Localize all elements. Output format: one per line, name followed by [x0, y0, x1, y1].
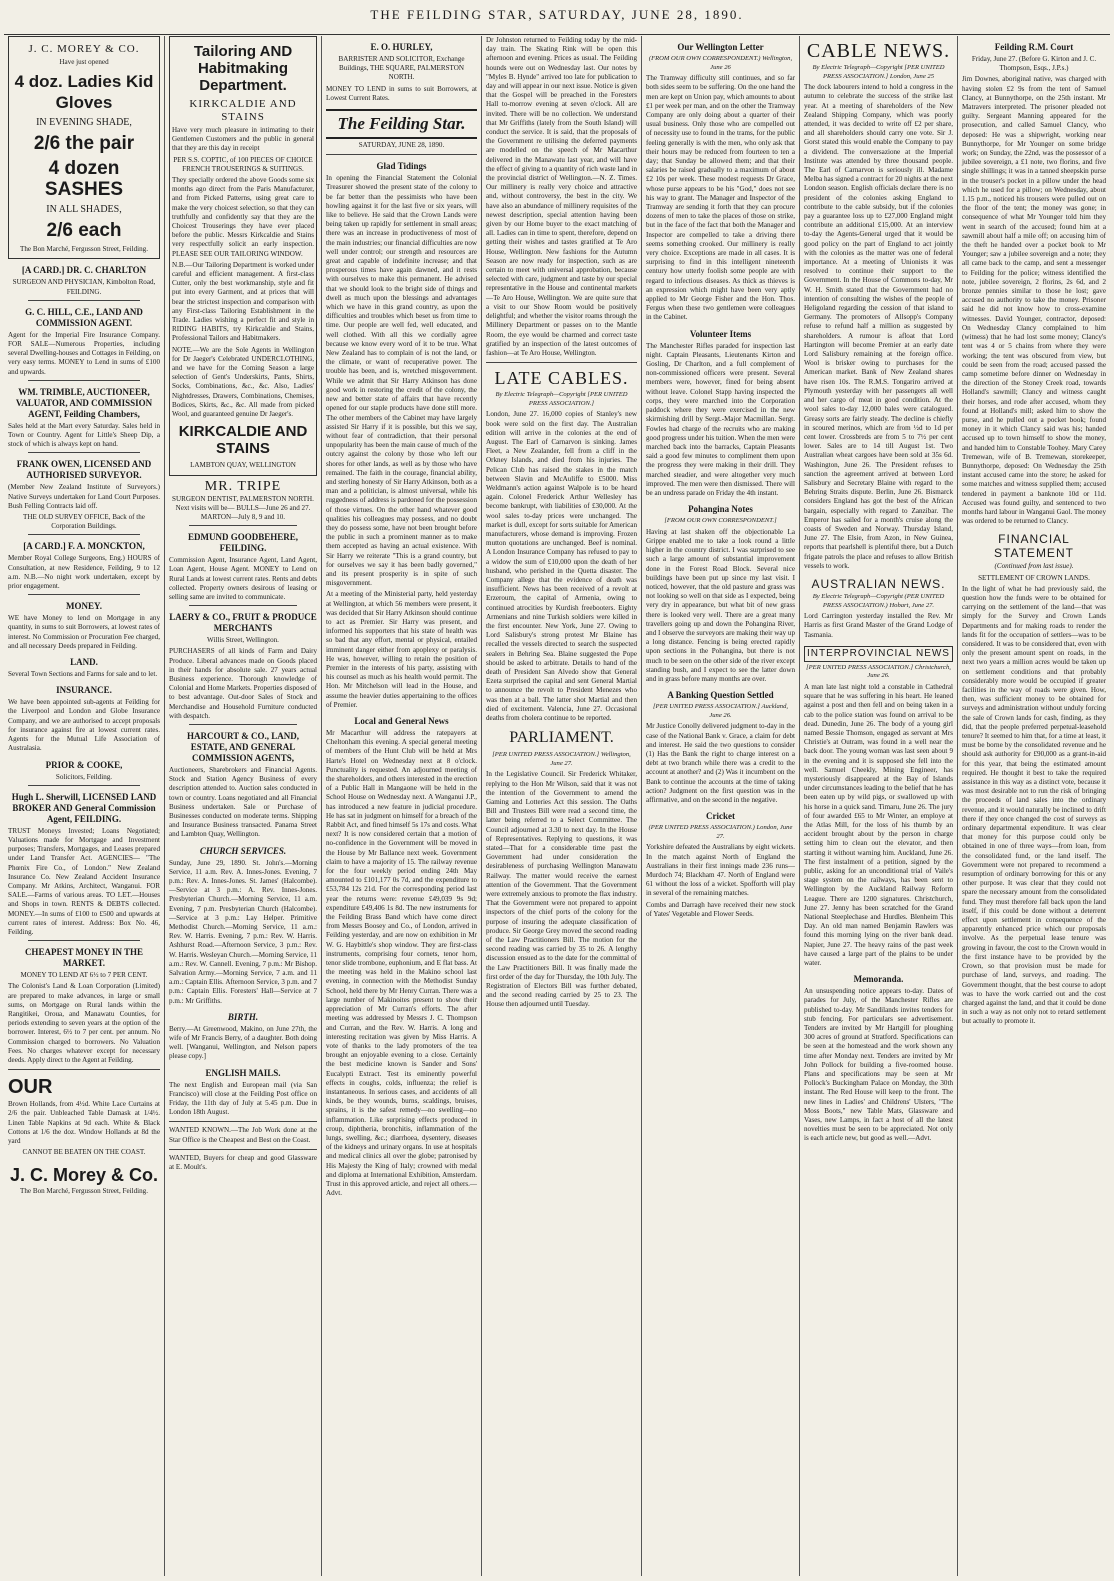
morey-tail-address: The Bon Marché, Fergusson Street, Feilding.: [20, 1187, 148, 1196]
financial-statement-sub-2: SETTLEMENT OF CROWN LANDS.: [978, 573, 1090, 582]
kirkcaldie-ship: PER S.S. COPTIC, of 100 PIECES OF CHOICE FRENCH TROUSERINGS & SUITINGS.: [173, 155, 313, 173]
cricket-wire: (PER UNITED PRESS ASSOCIATION.) London, June 27.: [648, 824, 793, 840]
seeds-advert: Combs and Darragh have received their new stock of Yates' Vegetable and Flower Seeds.: [646, 900, 795, 918]
cable-news-heading: CABLE NEWS.: [806, 40, 951, 62]
sherwill-card: Hugh L. Sherwill, LICENSED LAND BROKER AND General Commission Agent, FEILDING.: [11, 791, 157, 824]
morey-name: J. C. MOREY & CO.: [28, 43, 140, 55]
late-cables-heading: LATE CABLES.: [494, 368, 629, 389]
interprovincial-wire: [PER UNITED PRESS ASSOCIATION.] Christchurch, June 26.: [806, 663, 951, 680]
hill-card: G. C. HILL, C.E., LAND AND COMMISSION AGENT.: [25, 306, 143, 328]
money-text: WE have Money to lend on Mortgage in any quantity, in sums to suit Borrowers, at lowest rates of interest. No Commission or Procuration Fee charged, and all necessary Deeds prepared in Feilding.: [8, 614, 160, 650]
kirkcaldie-address: LAMBTON QUAY, WELLINGTON: [190, 461, 296, 470]
hill-text: Agent for the Imperial Fire Insurance Company. FOR SALE—Numerous Properties, including several Dwelling-houses and Cottages in Feilding, on very easy terms. MONEY to Lend in sums of £100 and upwards.: [8, 330, 160, 376]
kirkcaldie-heading: Tailoring AND Habitmaking Department.: [193, 43, 293, 94]
sherwill-text: TRUST Moneys Invested; Loans Negotiated; Valuations made for Mortgage and Investment purposes; Transfers, Mortgages, and Leases prepared under Land Transfer Act. AGENCIES— "The Phœnix Fire Co., of London." New Zealand Insurance Co. New Zealand Accident Insurance Company. Mr Atkins, Architect, Wanganui. FOR SALE.—Farms of various areas. TO LET.—Houses and Shops in town. RENTS & DEBTS collected. MONEY.—In sums of £100 to £500 and upwards at current rates of interest. Address: Box No. 46, Feilding.: [8, 826, 160, 936]
morey-opened: Have just opened: [59, 58, 109, 66]
volunteer-text: The Manchester Rifles paraded for inspection last night. Captain Pleasants, Lieutenants Kirton and Gosling, Dr Charlton, and a full complement of non-commissioned officers were present. Several members were, however, fined for being absent without leave. Colonel Stapp having inspected the corps, they were marched into the Corporation paddock where they were exercised in the new skirmishing drill by Sergt.-Major Macmillan. Sergt. Fowles had charge of the recruits who are making good progress under his tuition. When the men were marched back into the barracks, Captain Pleasants said a good few minutes to compliment them upon the progress they were making in their drill. They marched steadier, and were altogether very much improved. The men were then dismissed. There will be an undress parade on Friday the 4th instant.: [646, 341, 795, 497]
sashes-heading: 4 dozen SASHES: [44, 158, 124, 201]
harcourt-text: Auctioneers, Sharebrokers and Financial Agents. Stock and Station Agency Business of every description attended to. Auction sales conducted in town or country. Loans negotiated and all Financial Business undertaken. Sale or Purchase of Businesses conducted on moderate terms. Shipping and Insurance Business transacted. Panama Street and Lambton Quay, Wellington.: [169, 765, 317, 839]
financial-statement-text: In the light of what he had previously said, the question how the funds were to be obtained for carrying on the settlement of the land—that was simply for the Survey and Crown Lands Departments and for making roads to render the lands fit for the occupation of settlers—was to be considered. It was to be considered that, even with only the present amount spent on roads, in the next two years a million acres would be taken up on settlement conditions and that probably considerably more would be occupied if greater facilities in the way of roads were given. How, then, was sufficient money to be obtained for surveys and administration without unduly forcing the sale of Crown lands for cash, finding, as they did, that the people preferred perpetual-leasehold tenure? It seemed to him that, for a time at least, it must be borne by the consolidated revenue and he should ask authority for £90,000 as a grant-in-aid for this year, that being the estimated amount required. He thought it best to take the required assistance in this way as a distinct vote, because it was most desirable not to run the risk of bringing the proceeds of land sales into the ordinary revenue, and it would naturally be inclined to drift there if they once changed the cost of surveys as ordinary departmental expenditure. It was clear that money for this purpose could only be obtained in one of three ways—from loan, from the consolidated fund, or the land itself. The Government were not prepared to recommend a resumption of ordinary borrowing for this or any other purpose. It was clear that they could not spare the necessary amount from the consolidated fund. They must therefore fall back upon the land itself, if this could be done without a deterrent effect upon settlement in consequence of the apparently enhanced price which our proposals involve. As the perpetual lease tenure was growing in favour, the cost to the Crown would in the first instance have to be provided by the Crown, so that provision must be made for purchase of land, surveys, and roading. The Government thought, that the best course to adopt was to have the work carried out and the cost charged against the land, and that it could be done in such a way as not only not to retard settlement but actually to promote it.: [962, 584, 1106, 1026]
church-heading: CHURCH SERVICES.: [199, 845, 287, 856]
column-4: [482, 36, 642, 1576]
local-general-text: Mr Macarthur will address the ratepayers at Cheltonham this evening. A special general meeting of members of the Hunt Club will be held at Mrs Harte's Hotel on Wednesday next at 8 o'clock. Punctuality is requested. An adjourned meeting of the shareholders, and others interested in the erection of a Public Hall in Mangaone will be held in the School House on Wednesday next. A Wanganui J.P., has introduced a new feature in judicial procedure. He has sat in judgment on himself for a breach of the Rabbit Act, and fined himself 5s 17s and costs. What next? It is now considered certain that a motion of no-confidence in the Government will be moved in the House by Mr Ballance next week. Government claim to have a majority of 15. The railway revenue for the four weekly period ending 24th May amounted to £101,177 0s 7d, and the expenditure to £53,784 12s 21d. For the corresponding period last year the returns were: revenue £49,039 9s 9d; expenditure £49,406 1s 8d. The new instruments for the Feilding Brass Band which have come direct from Messrs Boosey and Co., of London, arrived in Feilding yesterday, and are now on exhibition in Mr W. G. Haybittle's shop window. They are first-class instruments, comprising four cornets, tenor horn, tenor slide trombone, euphonium, and E flat bass. At the meeting was held in the Makino school last evening, in connection with the Methodist Sunday School, held there by Mr Henry Curran. There was a large number of Makinoites present to show their appreciation of Mr Curran's efforts. The after meeting was addressed by Messrs J. C. Thompson and Curran, and the Rev. W. Harris. A long and interesting recitation was given by Miss Harris. A vote of thanks to the lady promoters of the tea brought an enjoyable evening to a close. Certainly the best medicine known is Sander and Sons' Eucalypti Extract. Test its eminently powerful effects in coughs, colds, influenza; the relief is instantaneous. In serious cases, and accidents of all kinds, be they wounds, burns, scaldings, bruises, sprains, it is the safest remedy—no swelling—no inflammation. Like surprising effects produced in croup, diphtheria, bronchitis, inflammation of the lungs, swelling, &c.; diarrhoea, dysentery, diseases of the kidneys and urinary organs. In use at hospitals and medical clinics all over the globe; patronised by His Majesty the King of Italy; crowned with medal and diploma at International Exhibition, Amsterdam. Trust in this approved article, and reject all others.—Advt.: [326, 729, 477, 1198]
australian-news-wire: By Electric Telegraph—Copyright (PER UNITED PRESS ASSOCIATION.) Hobart, June 27.: [812, 592, 945, 609]
sashes-price: 2/6 each: [46, 220, 122, 242]
local-general-heading: Local and General News: [354, 716, 449, 726]
cheapest-heading: CHEAPEST MONEY IN THE MARKET.: [24, 947, 144, 969]
morey-advert: [8, 36, 160, 259]
columns: [4, 36, 1110, 1576]
banking-wire: [PER UNITED PRESS ASSOCIATION.] Auckland, June 26.: [652, 703, 789, 719]
parliament-text: In the Legislative Council. Sir Frederick Whitaker, replying to the Hon Mr Wilson, said that it was not the intention of the Government to amend the Gaming and Lotteries Act this session. The Oaths Bill and Trustees Bill were read a second time, the latter being referred to a Select Committee. The Council adjourned at 3.30 to next day. In the House of Representatives. Replying to questions, it was stated—That for a considerable time past the Government had under consideration the desirableness of purchasing Wellington Manawatu Railway. The matter would receive the earnest attention of the Government. That the Government were extremely anxious to promote the flax industry. That the Government were not prepared to appoint inspectors of the chief ports of the colony for the purpose of insuring the adequate classification of produce. Sir George Grey moved the second reading of the Law Practitioners Bill. The motion for the second reading was carried by 35 to 26. A lengthy discussion ensued as to the date for the committal of the Law Practitioners Bill. It was finally made the first order of the day for Thursday, the 10th July. The Registration of Electors Bill was further debated, and the second reading carried by 25 to 23. The House then adjourned until Tuesday.: [486, 770, 637, 1009]
gloves-shade: IN EVENING SHADE,: [36, 117, 132, 129]
column-6: [800, 36, 958, 1576]
kirkcaldie-advert: [169, 36, 317, 476]
tripe-name: MR. TRIPE: [204, 478, 282, 494]
kirkcaldie-text-4: NOTE.—We are the Sole Agents in Wellington for Dr Jaeger's Celebrated UNDERCLOTHING, and we have for the Coming Season a large selection of Gent's Underskirts, Pants, Shirts, Socks, Combinations, &c., &c. Also, Ladies' Nightdresses, Drawers, Combinations, Chemises, Bodices, Skirts, &c., &c. All made from picked Wool, and guaranteed genuine Dr Jaeger's.: [172, 345, 314, 419]
sashes-shade: IN ALL SHADES,: [46, 204, 122, 216]
laery-text: PURCHASERS of all kinds of Farm and Dairy Produce. Liberal advances made on Goods placed in their hands for absolute sale. 27 years actual Business experience. Thorough knowledge of Colonial and Home Markets. Properties disposed of to best advantage. Out-door Sales of Stock and Merchandise and Household Furniture conducted with despatch.: [169, 647, 317, 720]
cricket-heading: Cricket: [706, 811, 735, 822]
mails-heading: ENGLISH MAILS.: [205, 1067, 281, 1078]
financial-statement-sub: (Continued from last issue).: [994, 562, 1074, 571]
insurance-heading: INSURANCE.: [56, 685, 112, 696]
trimble-text: Sales held at the Mart every Saturday. Sales held in Town or Country. Agent for Little's Sheep Dip, a stock of which is always kept on hand.: [8, 421, 160, 449]
wanted-buyers: WANTED, Buyers for cheap and good Glassware at E. Moult's.: [169, 1153, 317, 1172]
moncton-text: Member Royal College Surgeons, Eng.) HOURS of Consultation, at new Residence, Feilding, 9 to 12 a.m. N.B.—No night work undertaken, except by prior engagement.: [8, 554, 160, 591]
parliament-wire: [PER UNITED PRESS ASSOCIATION.] Wellington, June 27.: [492, 751, 631, 767]
column-7: [958, 36, 1110, 1576]
issue-date: SATURDAY, JUNE 28, 1890.: [358, 141, 445, 150]
column-3: [322, 36, 482, 1576]
land-heading: LAND.: [70, 657, 98, 668]
land-text: Several Town Sections and Farms for sale and to let.: [8, 670, 158, 679]
rm-court-heading: Feilding R.M. Court: [994, 42, 1074, 52]
charlton-desc: SURGEON AND PHYSICIAN, Kimbolton Road, FEILDING.: [12, 278, 156, 296]
kirkcaldie-text-2: They specially ordered the above Goods some six months ago direct from the Paris Manufacturer, and from Picked Patterns, using great care to make the very choicest selection, so that they can truthfully and confidently say that they are the Choicest Trouserings they have ever placed before the public. Messrs Kirkcaldie and Stains very respectfully solicit an early inspection. PLEASE SEE OUR TAILORING WINDOW.: [172, 176, 314, 258]
cheapest-text: The Colonist's Land & Loan Corporation (Limited) are prepared to make advances, in large or small sums, on Mortgage on Rural lands within the Rangitikei, Oroua, and Manawatu Counties, for periods extending to seven years at the option of the borrower. Interest, 6½ to 7 per cent. per annum. No Commission charged to borrowers. No Valuation Fees. No charges whatever except for necessary deeds. Apply direct to the Agent at Feilding.: [8, 982, 160, 1064]
owen-card: FRANK OWEN, LICENSED AND AUTHORISED SURVEYOR.: [16, 459, 152, 481]
newspaper-logo: The Feilding Star.: [326, 109, 477, 139]
our-heading: OUR: [8, 1076, 53, 1099]
pohangina-heading: Pohangina Notes: [688, 504, 753, 515]
survey-office: THE OLD SURVEY OFFICE, Back of the Corporation Buildings.: [23, 513, 145, 531]
australian-news-heading: AUSTRALIAN NEWS.: [811, 576, 946, 591]
financial-statement-heading: FINANCIAL STATEMENT: [994, 532, 1074, 561]
cheapest-rate: MONEY TO LEND AT 6½ to 7 PER CENT.: [20, 971, 148, 980]
trimble-card: WM. TRIMBLE, AUCTIONEER, VALUATOR, AND COMMISSION AGENT, Feilding Chambers,: [15, 386, 153, 419]
column-2: [165, 36, 322, 1576]
church-text: Sunday, June 29, 1890. St. John's.—Morning Service, 11 a.m. Rev. A. Innes-Jones. Evening, 7 p.m.: Rev. A. Innes-Jones. St. James' (Halcombe).—Service at 3 p.m.: A. Rev. Innes-Jones. Presbyterian Church.—Morning Service, 11 a.m. Evening, 7 p.m. Presbyterian Church (Halcombe).—Service at 3 p.m.: Lay Helper. Primitive Methodist Church.—Morning Service, 11 a.m.: Rev. W. Harris. Evening, 7 p.m.: Rev. W. Harris. Ashhurst Road.—Afternoon Service, 3 p.m.: Rev. W. Harris. Wesleyan Church.—Morning Service, 11 a.m.: Rev. W. Cannell. Evening, 7 p.m.: Mr Bishop. Salvation Army.—Morning Service, 7 a.m. and 11 a.m.: Captain Ellis. Afternoon Service, 3 p.m. and 7 p.m.: Captain Ellis. Foresters' Hall—Service at 7 p.m.: Mr Griffiths.: [169, 858, 317, 1005]
goodbehere-name: EDMUND GOODBEHERE, FEILDING.: [187, 532, 298, 554]
memoranda-heading: Memoranda.: [853, 974, 904, 985]
rm-court-text: Jim Downes, aboriginal native, was charged with having stolen £2 9s from the tent of Samuel Clancy, at Bunnythorpe, on the 25th instant. Mr Matravers interpreted. The prisoner pleaded not guilty. Sergeant Manning appeared for the prosecution, and called Samuel Clancy, who deposed: He was a shipwright, working near Bunnythorpe, for Mr Younger on some bridge work; on Sunday, the 22nd, was the possessor of a jubilee sovereign, a £1 note, two florins, and five single shillings; it was in a tanned sheepskin purse in the trouser's pocket in a pillow under the head which he used for a pillow; on Wednesday, about 1.15 p.m., noticed his trousers were pulled out on the floor of the tent; the money was gone; in consequence of what Mr Younger told him they went in search of the accused; found him at a sawmill about half a mile off; on accusing him of the theft he handed over a pocket book to Mr Younger; saw a jubilee sovereign and a note; they all came back to the camp, and sent a messenger to Feilding for the police; witness identified the note, jubilee sovereign, 2 florins, 2s 6d, and 2 bronze pennies similar to those he lost; gave accused no authority to take the money. Prisoner said he did not know how to cross-examine witnesses. David Younger, contractor, deposed: On Wednesday Clancy complained to him (witness) that he had lost some money; Clancy's tent was 4 or 5 chains from where they were working; the tent was obscured from view, but could be seen from the road; accused passed the camp sometime before dinner on Wednesday in the direction of the Stoney Creek road, towards Holland's sawmill; Clancy and witness caught their horses, and rode after accused, whom they found at Holland's mill; asked him to show the purse, and he pulled out a pocket book; found money in it which Clancy said was his; handed accused up to town himself to show the money, and handed him to Constable Toohey. Mary Carey Tremewan, wife of B. Tremewan, storekeeper, Bunnythorpe, deposed: On Wednesday the 25th instant accused came into the store; he asked for some matches and witness supplied them; accused tendered in payment a banknote 10d or 11d. Accused was found guilty, and sentenced to two months hard labour in Wanganui Gaol. The money was ordered to be returned to Clancy.: [962, 75, 1106, 526]
prior-cooke: PRIOR & COOKE,: [45, 759, 123, 770]
masthead-rule: [4, 34, 1110, 35]
parliament-heading: PARLIAMENT.: [509, 729, 614, 747]
harcourt-name: HARCOURT & CO., LAND, ESTATE, AND GENERAL COMMISSION AGENTS,: [186, 730, 300, 763]
interprovincial-text: A man late last night told a constable in Cathedral square that he was suffering in his heart. He leaned against a post and then fell and on being taken in a cab to the police station was found on arrival to be dead. Dunedin, June 26. The body of a young girl named Bessie Thomson, engaged as servant at Mrs Christie's at Outram, was found in a well near the back door. The young woman was last seen about 9 in the evening and it is supposed she fell into the well. Samuel Cheekly, Mining Engineer, has mysteriously disappeared at the Bay of Islands under circumstances leading to the belief that he has been eaten up by wild pigs, or swallowed up with his horse in a quick sand. Timaru, June 26. The jury of four awarded £65 to Mr Winter, an employe at the Atlas Mill, for the loss of his thumb by an accident brought about by the person in charge setting him to clean out the elevator, and then starting it without warning him. Auckland, June 26. The first instalment of a petition, signed by the public, asking for an unconditional trial of Vaile's stage system on the railways, has been sent to Wellington by the Auckland Railway Reform League. There are 1200 signatures. Christchurch, June 27. Jenny has been scratched for the Grand National Steeplechase and Hurdles. Blenheim This Day. An old man named Benjamin Rawlers was found this morning lying on the river bank dead. Napier, June 27. The heavy rains of the past week have caused a large part of the plains to be under water.: [804, 682, 953, 968]
glad-tidings-text: In opening the Financial Statement the Colonial Treasurer showed the present state of the colony to be far better than the pessimists who have been howling against it for the last five or six years, will like to believe. He said that the Crown Lands were being taken up rapidly for settlement in small areas; there was an increase in productiveness of most of the main industries; our financial difficulties are now well under control; our strength and resources are great and capable of indefinite increase; and that prosperous times have again dawned, and it rests with ourselves to make this permanent. He advised that we should look to the bright side of things and dwell as much upon the blessings and advantages which we have in this grand country, as upon the difficulties and troubles which beset us from time to time. Our people are well fed, well educated, and well clothed. With all this we cordially agree because we know every word of it to be true. What New Zealand has to complain of is not the land, or the climate, or want of recuperative power. The trouble has been, and is, wretched misgovernment. While we admit that Sir Harry Atkinson has done good work in restoring the credit of the colony, the new and better state of affairs that have recently opened for our staple products have done still more. The other members of the Cabinet may have largely assisted Sir Harry if it is possible, but this we say, without fear of contradiction, that their personal unpopularity has been the main cause of much of the outcry against the colony by those who left our shores for other lands, as well as by those who have remained. The faith in the courage, financial ability, and sterling honesty of Sir Harry Atkinson, both as a man and a politician, is almost universal, while his ruggedness of address is pardoned for the possession of those virtues. On the other hand whatever good qualities his colleagues may possess, and no doubt they do possess some, have not been brought before the public in such a prominent manner as to make them accepted as having an actual existence. With Sir Harry we reiterate "This is a grand country, but for ourselves we say it has been badly governed," and its present prosperity is in spite of such misgovernment.: [326, 174, 477, 588]
pohangina-text: Having at last shaken off the objectionable La Grippe enabled me to take a look round a little higher in the country district. I was surprised to see such a large amount of substantial improvement done in the Forest Road Block. Several nice buildings have been put up since my last visit. I noticed, however, that the old pasture and grass was not looking so well on that side as I expected, being very dry in appearance, but what bit of new grass there is looked very well. There are a great many travellers going up and down the Pohangina River, and I observe the surveyors are making their way up a long distance. Fencing is being erected rapidly upon sections in the Pohangina, but there is not much to be seen on the other side of the river except standing bush, and I expect to see the latter down and in grass before many months are over.: [646, 527, 795, 683]
goodbehere-text: Commission Agent, Insurance Agent, Land Agent, Loan Agent, House Agent. MONEY to Lend on Rural Lands at lowest current rates. Rents and debts collected. Property owners desirous of leasing or selling same are invited to communicate.: [169, 556, 317, 601]
hurley-name: E. O. HURLEY,: [370, 42, 433, 52]
late-cables-text: London, June 27. 16,000 copies of Stanley's new book were sold on the first day. The Australian edition will arrive in the colonies at the end of August. The Earl of Carnarvon is sinking. James Fleet, a New Zealander, fell from a cliff in the Orkney Islands, and died from his injuries. The Pelican Club has raised the stakes in the match between Slavin and McAuliffe to £5000. Miss Weldmann's action against Walpole is to be heard again. Colonel Frederick Arthur Wellesley has become bankrupt, with liabilities of £30,000. At the wool sales to-day prices were unchanged. The market is dull, except for sorts suitable for American manufacturers, whose demand is improving. Frozen mutton quotations are unchanged. Beef is nominal. A London Insurance Company has refused to pay to a widow the sum of £10,000 upon the death of her husband, who perished in the Quetta disaster. The Company allege that the evidence of death was insufficient. News has been received of a revolt at Erzeroum, the capital of Armenia, owing to continued atrocities by Kurdish freebooters. Eighty Armenians and nine Turkish soldiers were killed in the first encounter. New York, June 27. Owing to Lord Salisbury's strong protest Mr Blaine has recalled the vessels directed to search the suspected sealers in Behring Sea. Blaine suggested the Pope should be asked to arbitrate. Details to hand of the death of President San Alvedo show that General Ezeta surprised the capital and sent General Martial to announce the revolt to President Menezes who was then at a ball. The latter shot Martial and then died of excitement. Valencia, June 27. Occasional deaths from cholera continue to be reported.: [486, 410, 637, 722]
cricket-text: Yorkshire defeated the Australians by eight wickets. In the match against North of England the Australians in their first innings made 236 runs—Murdoch 74; Blackham 47. North of England were 61 without the loss of a wicket. Spofforth will play in several of the remaining matches.: [646, 843, 795, 898]
cable-news-wire: By Electric Telegraph—Copyright [PER UNITED PRESS ASSOCIATION.] London, June 25: [812, 64, 945, 80]
wellington-letter-text: The Tramway difficulty still continues, and so far both sides seem to be suffering. On the one hand the men are kept on Union pay, which amounts to about £1 per week per man, and on the other the Tramway Company are only doing about a quarter of their usual business. Only those who are compelled out of necessity use to found in the trams, for the public feeling generally is with the men, who only ask that their hours may be reduced from fourteen to ten a day; that Sunday be allowed them; and that their salaries be raised gradually to a maximum of about £2 10s per week. These modest requests Dr Grace, whose purse appears to be his "God," does not see his way to grant. The Manager and Inspector of the Tramway are sending it forth that they can procure dozens of men to take the places of those on strike, but in the face of the fact that both the Manager and Inspector are compelled to take a driving there seems something crooked. Our millinery is really very choice. Exceptions are made in all cases. It is surprising to find in this intelligent nineteenth century how utterly foolish some people are with regard to infectious diseases. As thick as thieves is an expression which might have been very aptly applied to Mr George Fisher and the Hon. Thos. Fergus when these two gentlemen were colleagues in the Cabinet.: [646, 74, 795, 322]
kirkcaldie-text-3: N.B.—Our Tailoring Department is worked under careful and efficient management. A first-class Cutter, only the best workmanship, style and fit put into every Garment, and at prices that will bear the strictest inspection and comparison with any First-class Tailoring Establishment in the Trade. Ladies wishing a perfect fit and style in RIDING HABITS, try Kirkcaldie and Stains, Professional Tailors and Habitmakers.: [172, 260, 314, 343]
moncton-card: [A CARD.] F. A. MONCKTON,: [23, 541, 145, 552]
banking-heading: A Banking Question Settled: [667, 690, 774, 701]
birth-heading: BIRTH.: [227, 1011, 259, 1022]
wanted-known: WANTED KNOWN.—The Job Work done at the Star Office is the Cheapest and Best on the Coast.: [169, 1126, 317, 1144]
mails-text: The next English and European mail (via San Francisco) will close at the Feilding Post office on Friday, the 11th day of July at 5.45 p.m. Due in London 18th August.: [169, 1080, 317, 1117]
hurley-text: BARRISTER AND SOLICITOR, Exchange Buildings, THE SQUARE, PALMERSTON NORTH.: [338, 55, 465, 82]
hurley-money: MONEY TO LEND in sums to suit Borrowers, at Lowest Current Rates.: [326, 84, 477, 102]
kirkcaldie-name: KIRKCALDIE AND STAINS: [189, 98, 297, 123]
volunteer-heading: Volunteer Items: [689, 328, 752, 339]
kirkcaldie-text-1: Have very much pleasure in intimating to their Gentlemen Customers and the public in general that they are this day in receipt: [172, 126, 314, 153]
money-heading: MONEY.: [66, 601, 102, 612]
glad-tidings-heading: Glad Tidings: [376, 161, 427, 172]
laery-address: Willis Street, Wellington.: [207, 636, 279, 645]
late-cables-wire: By Electric Telegraph—Copyright [PER UNITED PRESS ASSOCIATION.]: [495, 391, 628, 407]
rm-court-date: Friday, June 27. (Before G. Kirton and J. C. Thompson, Esqs., J.P.s.): [971, 55, 1097, 73]
prior-cooke-sub: Solicitors, Feilding.: [55, 772, 113, 781]
australian-news-text: Lord Carrington yesterday installed the Rev. Mr Harris as first Grand Master of the Grand Lodge of Tasmania.: [804, 612, 953, 639]
tripe-text: SURGEON DENTIST, PALMERSTON NORTH. Next visits will be— BULLS—June 26 and 27. MARTON—July 8, 9 and 10.: [172, 494, 314, 521]
bon-marche: The Bon Marché, Fergusson Street, Feilding.: [20, 245, 148, 254]
glad-tidings-text-2: At a meeting of the Ministerial party, held yesterday at Wellington, at which 56 members were present, it was decided that Sir Harry Atkinson should continue to act as Premier. Sir Harry was present, and informed his supporters that his state of health was so bad that any effort, mental or physical, entailed imminent danger either from apoplexy or paralysis. He was, however, willing to retain the position of Premier in the interests of his party, assisting with his counsel as much as his health would permit. The Hon. Mr Mitchelson will lead in the House, and assume the heavier duties appertaining to the offices of Premier.: [326, 590, 477, 709]
kirkcaldie-logo: KIRKCALDIE AND STAINS: [178, 423, 308, 458]
charlton-card: [A CARD.] DR. C. CHARLTON: [21, 265, 147, 276]
wellington-letter-heading: Our Wellington Letter: [677, 42, 764, 52]
gloves-heading: 4 doz. Ladies Kid Gloves: [14, 72, 154, 113]
col4-top-text: Dr Johnston returned to Feilding today by the mid-day train. The Skating Rink will be open this afternoon and evening. Prices as usual. The Feilding hounds were out on Wednesday last. Our notes by "Myles B. Hynde" arrived too late for publication to day and will appear in our next issue. Notice is given that the Gospel will be preached in the Foresters Hall to-morrow evening at seven o'clock. All are invited. There will be no collection. We understand that Mr Griffiths (lately from the South Island) will conduct the service. It is said, that the proposals of the Government re utilising the deferred payments are modelled on the speech of Mr Macarthur delivered in the Manawatu last year, and will have the effect of giving to a quantity of rich waste land in the provincial district of Wellington.—N. Z. Times. Our millinery is really very choice and attractive and, without controversy, the best in the city. We have also an abundance of millinery requisites of the newest description, special attention having been given by our Home buyer to the exact matching of all. Ladies can in time to spent, therefore, depend on getting their wishes and tastes gratified at Te Aro House, Wellington. New fashions for the Autumn Season are now ready for inspection, such as are certain to meet with universal approbation, because selected with care, judgment and taste by our special representative in the House and continental markets—Te Aro House, Wellington. We are quite sure that a visit to our Show Room would be positively delightful; and whether the visitor roams through the Millinery Department or passes on to the Mantle Room, the eye would be charmed and correct taste gratified by an inspection of the latest outcomes of fashion—at Te Aro House, Wellington.: [486, 36, 637, 357]
banking-text: Mr Justice Conolly delivered judgment to-day in the case of the National Bank v. Grace, a claim for debt and interest. He said the two questions to consider (1) Has the Bank the right to charge interest on a debt at two branch while there was a credit to the account at another? and (2) Was it incumbent on the Bank to continue the accounts at the time of taking action? Judgment on the first question was in the affirmative, and on the second in the negative.: [646, 722, 795, 804]
owen-text: (Member New Zealand Institute of Surveyors.) Native Surveys undertaken for Land Court Purposes. Bush Felling Contracts laid off.: [8, 483, 160, 510]
cannot-beaten: CANNOT BE BEATEN ON THE COAST.: [22, 1148, 146, 1157]
morey-tail-name: J. C. Morey & Co.: [9, 1165, 159, 1186]
memoranda-text: An unsuspending notice appears to-day. Dates of parades for July, of the Manchester Rifles are published to-day. Mr Sandilands invites tenders for stub fencing. For particulars see advertisement. Tenders are invited by Mr Hartgill for ploughing 300 acres of ground at Stratford. Specifications can be seen at the homestead and the work shown any time after Monday next. Tenders are invited by Mr John Pollock for building a five-roomed house. Plans and specifications may be seen at Mr Pollock's Buckingham Palace on Monday, the 30th instant. The Red House will keep to the front. The new lines in Ladies' and Childrens' Ulsters, "The Moss Boots," new Table Mats, Glassware and Vases, new Lamps, in fact a host of all the latest novelties must be seen to be appreciated. Not only is each article new, but good as well.—Advt.: [804, 987, 953, 1143]
gloves-price: 2/6 the pair: [33, 133, 135, 155]
our-text: Brown Hollands, from 4½d. White Lace Curtains at 2/6 the pair. Unbleached Table Damask at 1/4½. Linen Table Napkins at 9d each. White & Black Cottons at 1/6 the doz. Window Hollands at 8d the yard: [8, 1100, 160, 1145]
laery-name: LAERY & CO., FRUIT & PRODUCE MERCHANTS: [169, 612, 317, 634]
column-5: [642, 36, 800, 1576]
masthead: THE FEILDING STAR, SATURDAY, JUNE 28, 1890.: [370, 7, 744, 22]
insurance-text: We have been appointed sub-agents at Feilding for the Liverpool and London and Globe Insurance Company, and we are authorised to accept proposals for insurance against fire at lowest current rates. Agents for the Mutual Life Association of Australasia.: [8, 698, 160, 753]
birth-text: Berry.—At Greenwood, Makino, on June 27th, the wife of Mr Francis Berry, of a daughter. Both doing well. [Wanganui, Wellington, and Nelson papers please copy.]: [169, 1024, 317, 1061]
interprovincial-heading: INTERPROVINCIAL NEWS: [804, 646, 953, 662]
column-1: [4, 36, 165, 1576]
cable-news-text: The dock labourers intend to hold a congress in the autumn to celebrate the success of the strike last year. At a meeting of shareholders of the New Zealand Shipping Company, which was poorly attended, it was decided to write off £2 per share, and all shareholders should carry one vote. Sir J. Gorst stated this would enable the Company to pay a dividend. The conversazione at the Imperial Institute was attended by three thousand people. The Earl of Carnarvon is seriously ill. Madame Melba has signed a contract for 20 nights at the next London season. English officials declare there is no president of the colonies asking England to contribute to the cable subsidy, but if the colonies pay a guarantee loss up to £27,000 England might contribute an additional £15,000. At an interview to-day the Agents-General urged that it would be good policy on the part of England to act jointly with the colonies as the matter was one of federal importance. At a meeting of Unionists it was resolved to continue their support to the Government. In the House of Commons to-day, Mr W. H. Smith stated that the Government had no intention of consulting the wishes of the people of Heligoland regarding the cession of that island to Germany. The promoters of Allsopp's Company refuse to refund half a million as suggested by shareholders. A rumour is afloat that Lord Hartington will become Premier at an early date Lord Salisbury remaining at the foreign office. Wool is brisker owing to purchases for the American market. Bank of New Zealand shares have risen 10s. The R.M.S. Tongariro arrived at Plymouth yesterday with her passengers all well and her cargo of meat in good condition. At the wool sales to-day 12,000 bales were catalogued. Greasy sorts are fairly steady. The decline is chiefly in scoured merinos, which are from ½d to 1d per cent lower. Crossbreds are from 5 to 7½ per cent lower. Sales are to 14 till August 1st. Two Australian wheat cargoes have been sold at 35s 6d. Washington, June 26. The President refuses to sanction the agreement arrived at between Lord Salisbury and Secretary Blaine with regard to the Behring Straits dispute. Berlin, June 26. Bismarck considers England has got the best of the African bargain, especially with regard to Zanzibar. The Emperor has sailed for a month's cruise along the coasts of Sweden and Norway. Thursday Island, June 27. The Elsie, from Azon, in New Guinea, reports that pearlshell is plentiful there, but a Dutch frigate patrols the place and refuses to allow British vessels to work.: [804, 83, 953, 570]
pohangina-wire: [FROM OUR OWN CORRESPONDENT.]: [664, 517, 777, 525]
wellington-letter-wire: (FROM OUR OWN CORRESPONDENT.) Wellington, June 26: [648, 55, 793, 71]
